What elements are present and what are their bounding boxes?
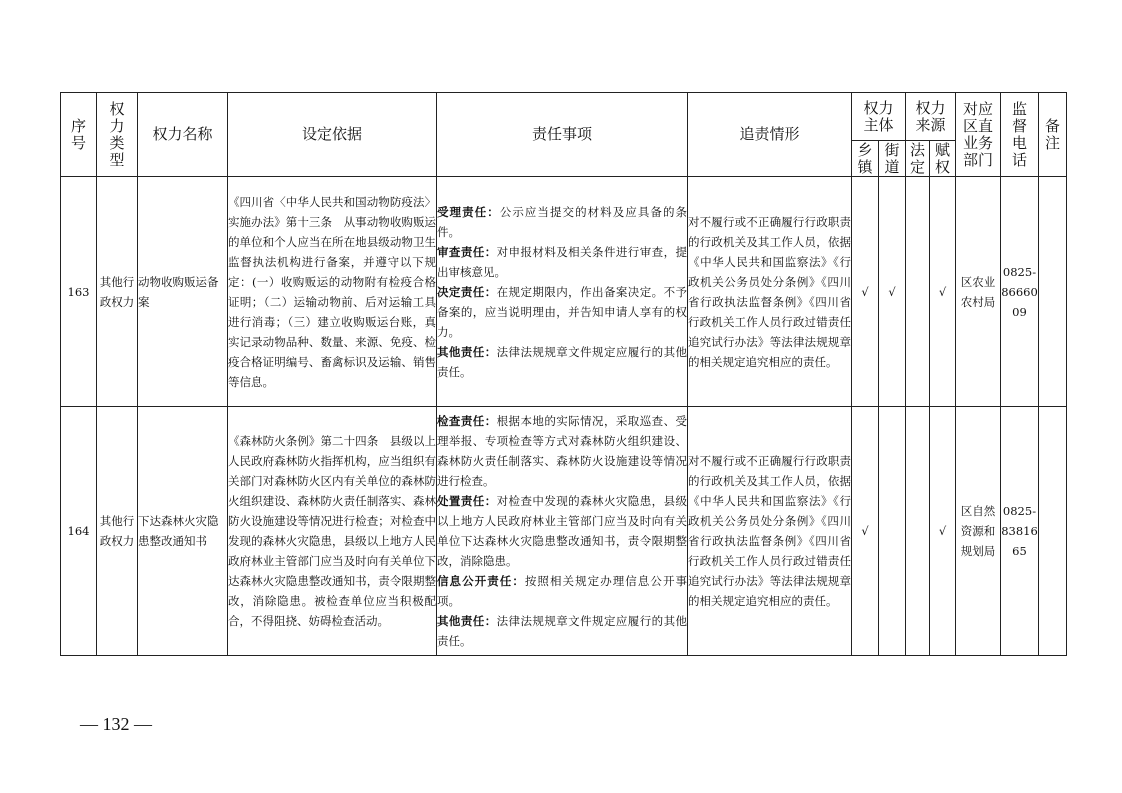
row-note (1039, 177, 1067, 407)
header-name: 权力名称 (138, 93, 228, 177)
header-responsibility: 责任事项 (437, 93, 688, 177)
row-accountability: 对不履行或不正确履行行政职责的行政机关及其工作人员，依据《中华人民共和国监察法》《行政机关公务员处分条例》《四川省行政执法监督条例》《四川省行政机关工作人员行政过错责任追究试行办法》等法律法规规章的相关规定追究相应的责任。 (688, 177, 852, 407)
town-check-mark: √ (852, 177, 879, 407)
legal-check-mark (906, 177, 930, 407)
row-name: 动物收购贩运备案 (138, 177, 228, 407)
header-note: 备注 (1039, 93, 1067, 177)
row-seq: 163 (61, 177, 97, 407)
header-basis: 设定依据 (228, 93, 437, 177)
row-basis: 《四川省〈中华人民共和国动物防疫法〉实施办法》第十三条 从事动物收购贩运的单位和个人应当在所在地县级动物卫生监督执法机构进行备案，并遵守以下规定：(一）收购贩运的动物附有检疫合格证明；（二）运输动物前、后对运输工具进行消毒；（三）建立收购贩运台账，真实记录动物品种、数量、来源、免疫、检疫合格证明编号、畜禽标识及运输、销售等信息。 (228, 177, 437, 407)
row-type: 其他行政权力 (97, 177, 138, 407)
header-type: 权力类型 (97, 93, 138, 177)
header-accountability: 追责情形 (688, 93, 852, 177)
table-row (61, 407, 1067, 656)
grant-check-mark: √ (930, 177, 956, 407)
row-seq: 164 (61, 407, 97, 656)
row-department: 区农业农村局 (956, 177, 1001, 407)
row-responsibility (437, 177, 688, 407)
resp-item: 受理责任：公示应当提交的材料及应具备的条件。 (437, 204, 688, 239)
row-basis: 《森林防火条例》第二十四条 县级以上人民政府森林防火指挥机构，应当组织有关部门对森林防火区内有关单位的森林防火组织建设、森林防火责任制落实、森林防火设施建设等情况进行检查；对检查中发现的森林火灾隐患，县级以上地方人民政府林业主管部门应当及时向有关单位下达森林火灾隐患整改通知书，责令限期整改，消除隐患。被检查单位应当积极配合，不得阻挠、妨碍检查活动。 (228, 407, 437, 656)
power-list-table (60, 92, 1067, 656)
row-name: 下达森林火灾隐患整改通知书 (138, 407, 228, 656)
header-department: 对应区直业务部门 (956, 93, 1001, 177)
header-phone: 监督电话 (1001, 93, 1039, 177)
table-row (61, 177, 1067, 407)
resp-item: 其他责任：法律法规规章文件规定应履行的其他责任。 (437, 614, 687, 648)
row-department: 区自然资源和规划局 (956, 407, 1001, 656)
header-power-source: 权力来源 (906, 93, 956, 141)
header-town: 乡镇 (852, 141, 879, 177)
row-responsibility (437, 407, 688, 656)
resp-item: 检查责任：根据本地的实际情况，采取巡查、受理举报、专项检查等方式对森林防火组织建设、森林防火责任制落实、森林防火设施建设等情况进行检查。 (437, 414, 687, 488)
row-note (1039, 407, 1067, 656)
row-type: 其他行政权力 (97, 407, 138, 656)
row-phone: 0825-8381665 (1001, 407, 1039, 656)
header-power-subject: 权力主体 (852, 93, 906, 141)
resp-item: 审查责任：对申报材料及相关条件进行审查，提出审核意见。 (437, 244, 687, 279)
grant-check-mark: √ (930, 407, 956, 656)
street-check-mark (879, 407, 906, 656)
resp-item: 决定责任：在规定期限内，作出备案决定。不予备案的，应当说明理由，并告知申请人享有的权力。 (437, 284, 687, 339)
header-legal: 法定 (906, 141, 930, 177)
town-check-mark: √ (852, 407, 879, 656)
resp-item: 其他责任：法律法规规章文件规定应履行的其他责任。 (437, 344, 687, 379)
resp-item: 信息公开责任：按照相关规定办理信息公开事项。 (437, 574, 688, 608)
street-check-mark: √ (879, 177, 906, 407)
row-phone: 0825-8666009 (1001, 177, 1039, 407)
header-seq: 序号 (61, 93, 97, 177)
header-grant: 赋权 (930, 141, 956, 177)
legal-check-mark (906, 407, 930, 656)
page-number: — 132 — (80, 714, 152, 734)
resp-item: 处置责任：对检查中发现的森林火灾隐患，县级以上地方人民政府林业主管部门应当及时向有关单位下达森林火灾隐患整改通知书，责令限期整改，消除隐患。 (437, 494, 687, 568)
header-street: 街道 (879, 141, 906, 177)
row-accountability: 对不履行或不正确履行行政职责的行政机关及其工作人员，依据《中华人民共和国监察法》《行政机关公务员处分条例》《四川省行政执法监督条例》《四川省行政机关工作人员行政过错责任追究试行办法》等法律法规规章的相关规定追究相应的责任。 (688, 407, 852, 656)
